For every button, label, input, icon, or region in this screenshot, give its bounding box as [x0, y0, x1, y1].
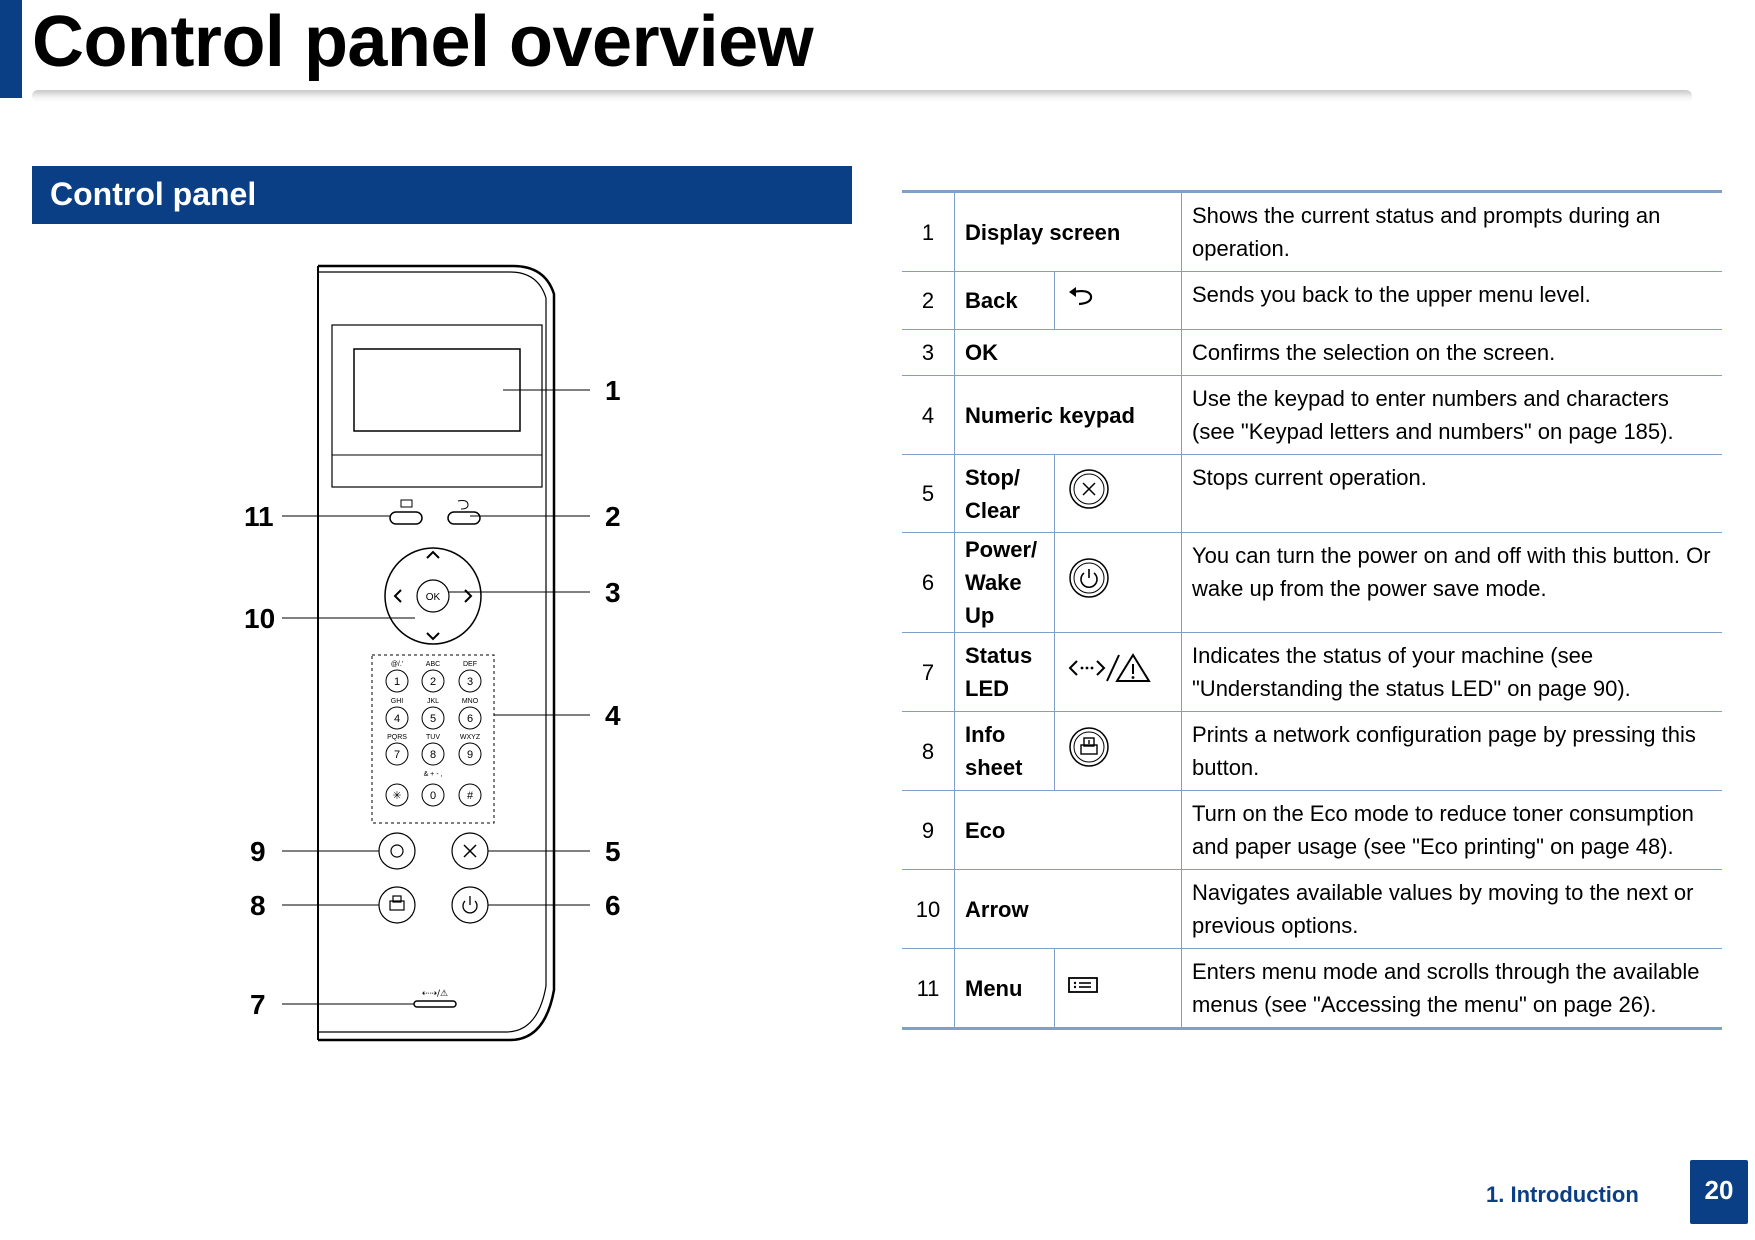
keypad-key-label: 0 [429, 790, 437, 802]
row-description: Confirms the selection on the screen. [1182, 330, 1723, 376]
back-arrow-icon [458, 501, 468, 510]
row-number: 9 [902, 791, 955, 870]
footer-section-label: 1. Introduction [1486, 1182, 1639, 1207]
row-description: You can turn the power on and off with this button. Or wake up from the power save mode. [1182, 533, 1723, 633]
up-arrow-icon [427, 552, 439, 558]
row-name: Power/ Wake Up [955, 533, 1055, 633]
info-sheet-icon [1055, 712, 1182, 791]
keypad-letters: & + - , [423, 771, 443, 778]
table-row [902, 533, 1722, 633]
table-row [902, 455, 1722, 533]
row-name: Arrow [955, 870, 1182, 949]
table-row [902, 633, 1722, 712]
title-accent-bar [0, 0, 22, 98]
row-description: Shows the current status and prompts during an operation. [1182, 192, 1723, 272]
keypad-key-label: 8 [429, 749, 437, 761]
row-description: Use the keypad to enter numbers and characters (see "Keypad letters and numbers" on page 185). [1182, 376, 1723, 455]
stop-clear-icon [464, 845, 476, 857]
row-description: Indicates the status of your machine (see "Understanding the status LED" on page 90). [1182, 633, 1723, 712]
left-arrow-icon [395, 590, 401, 602]
table-row [902, 870, 1722, 949]
row-number: 4 [902, 376, 955, 455]
keypad-letters: JKL [426, 698, 440, 705]
row-number: 1 [902, 192, 955, 272]
ok-label: OK [425, 592, 441, 603]
row-name: Status LED [955, 633, 1055, 712]
table-row [902, 791, 1722, 870]
callout-3: 3 [605, 577, 621, 608]
keypad-key-label: 9 [466, 749, 474, 761]
keypad-key-label: 3 [466, 676, 474, 688]
keypad-key-label: 4 [393, 713, 401, 725]
callout-9: 9 [250, 836, 266, 867]
callout-5: 5 [605, 836, 621, 867]
keypad-letters: @/.' [390, 661, 404, 668]
row-number: 7 [902, 633, 955, 712]
back-arrow-icon [1055, 272, 1182, 330]
menu-button[interactable] [390, 512, 422, 524]
keypad-letters: TUV [426, 734, 440, 741]
info-sheet-button[interactable] [379, 887, 415, 923]
table-row [902, 949, 1722, 1029]
row-name: OK [955, 330, 1182, 376]
menu-icon [401, 500, 412, 507]
table-row [902, 192, 1722, 272]
row-name: Display screen [955, 192, 1182, 272]
row-description: Stops current operation. [1182, 455, 1723, 533]
title-rule [32, 90, 1692, 102]
keypad-letters: PQRS [387, 734, 407, 741]
row-description: Enters menu mode and scrolls through the available menus (see "Accessing the menu" on page 26). [1182, 949, 1723, 1029]
row-number: 10 [902, 870, 955, 949]
status-led [414, 1001, 456, 1007]
row-name: Back [955, 272, 1055, 330]
stop-clear-icon [1055, 455, 1182, 533]
info-sheet-icon [390, 896, 404, 910]
table-row [902, 376, 1722, 455]
row-description: Prints a network configuration page by pressing this button. [1182, 712, 1723, 791]
row-description: Turn on the Eco mode to reduce toner consumption and paper usage (see "Eco printing" on page 48). [1182, 791, 1723, 870]
row-name: Stop/ Clear [955, 455, 1055, 533]
row-name: Eco [955, 791, 1182, 870]
row-name: Info sheet [955, 712, 1055, 791]
eco-button[interactable] [379, 833, 415, 869]
row-number: 2 [902, 272, 955, 330]
row-description: Navigates available values by moving to the next or previous options. [1182, 870, 1723, 949]
power-icon [1055, 533, 1182, 633]
menu-icon [1055, 949, 1182, 1029]
status-led-icon [1055, 633, 1182, 712]
keypad-letters: ABC [425, 661, 441, 668]
keypad-key-label: ✳ [392, 790, 402, 802]
status-led-icon: ⇠⇢/⚠ [421, 989, 449, 999]
callout-1: 1 [605, 375, 621, 406]
section-header [32, 166, 852, 224]
row-number: 11 [902, 949, 955, 1029]
power-icon [463, 896, 477, 913]
keypad-key-label: 6 [466, 713, 474, 725]
page-number: 20 [1690, 1160, 1748, 1224]
down-arrow-icon [427, 633, 439, 639]
callout-7: 7 [250, 989, 266, 1020]
back-button[interactable] [448, 512, 480, 524]
table-row [902, 712, 1722, 791]
keypad-key-label: 2 [429, 676, 437, 688]
numeric-keypad [386, 661, 481, 806]
keypad-key-label: 7 [393, 749, 401, 761]
control-panel-table [902, 190, 1722, 1030]
callout-8: 8 [250, 890, 266, 921]
page-title: Control panel overview [32, 2, 814, 82]
keypad-key-label: # [466, 790, 474, 802]
keypad-letters: DEF [463, 661, 477, 668]
row-number: 3 [902, 330, 955, 376]
callout-6: 6 [605, 890, 621, 921]
row-number: 5 [902, 455, 955, 533]
callout-4: 4 [605, 700, 621, 731]
row-name: Numeric keypad [955, 376, 1182, 455]
row-name: Menu [955, 949, 1055, 1029]
display-screen [354, 349, 520, 431]
keypad-letters: WXYZ [459, 734, 481, 741]
table-row [902, 272, 1722, 330]
eco-icon [391, 845, 403, 857]
row-number: 6 [902, 533, 955, 633]
table-row [902, 330, 1722, 376]
keypad-letters: MNO [461, 698, 479, 705]
callout-10: 10 [244, 603, 276, 634]
keypad-letters: GHI [390, 698, 404, 705]
callout-2: 2 [605, 501, 621, 532]
control-panel-illustration [230, 250, 690, 1050]
keypad-key-label: 5 [429, 713, 437, 725]
row-description: Sends you back to the upper menu level. [1182, 272, 1723, 330]
keypad-key-label: 1 [393, 676, 401, 688]
callout-11: 11 [244, 501, 274, 532]
row-number: 8 [902, 712, 955, 791]
section-title: Control panel [50, 176, 257, 212]
